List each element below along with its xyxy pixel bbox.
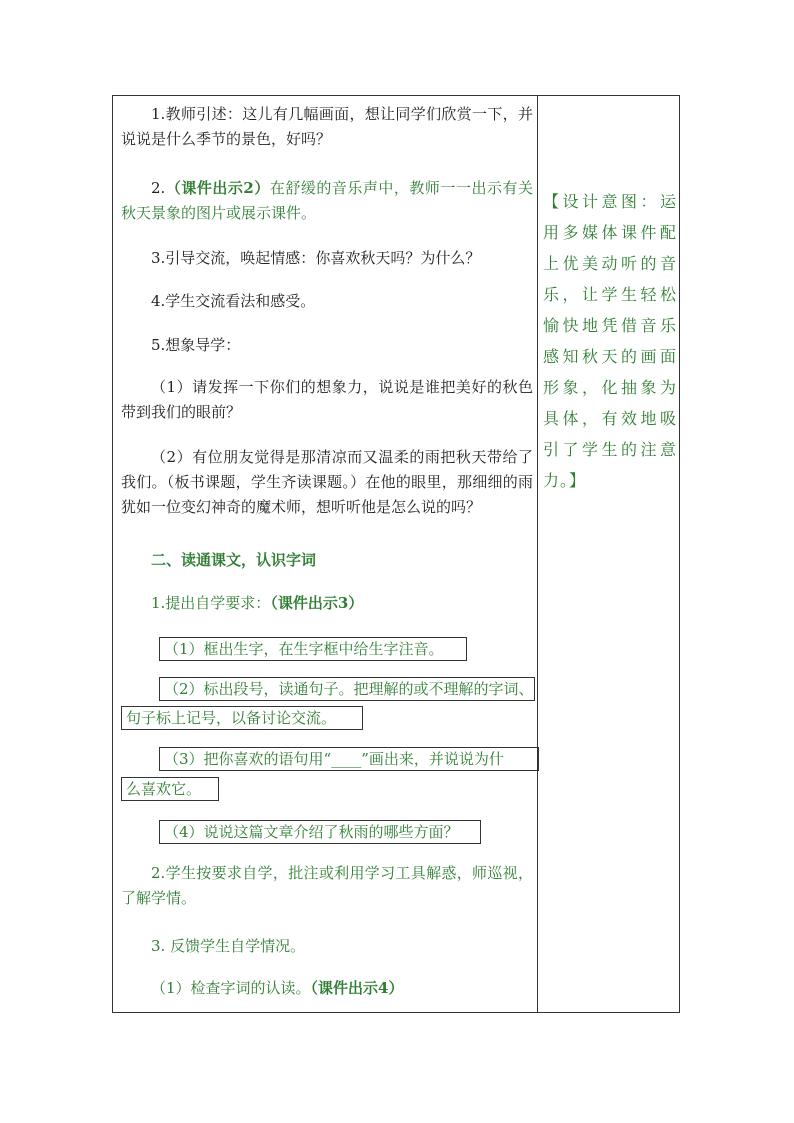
step-5: 5.想象导学： xyxy=(151,336,241,354)
requirement-2-line-2: 句子标上记号，以备讨论交流。 xyxy=(121,706,363,730)
step-5-2: （2）有位朋友觉得是那清凉而又温柔的雨把秋天带给了我们。（板书课题，学生齐读课题。）在他的眼里，那细细的雨犹如一位变幻神奇的魔术师，想听听他是怎么说的吗？ xyxy=(121,448,533,516)
courseware-tag-3: （课件出示3） xyxy=(270,594,364,612)
requirement-2-line-1: （2）标出段号，读通句子。把理解的或不理解的字词、 xyxy=(159,677,535,701)
courseware-tag-4: （课件出示4） xyxy=(310,979,404,997)
requirement-1-box: （1）框出生字，在生字框中给生字注音。 xyxy=(159,637,467,661)
requirement-3-line-2: 么喜欢它。 xyxy=(121,777,219,801)
step-2-text: 在舒缓的音乐声中，教师一一出示有关秋天景象的图片或展示课件。 xyxy=(121,179,533,222)
column-divider xyxy=(537,96,538,1012)
section-2-p2: 2.学生按要求自学，批注或利用学习工具解惑，师巡视，了解学情。 xyxy=(121,864,533,907)
p1-text: 1.提出自学要求： xyxy=(151,594,271,612)
courseware-tag-2: （课件出示2） xyxy=(165,179,270,197)
requirement-4-box: （4）说说这篇文章介绍了秋雨的哪些方面？ xyxy=(159,820,481,844)
section-2-p3-1 xyxy=(121,976,533,1001)
section-2-p3: 3. 反馈学生自学情况。 xyxy=(151,937,306,955)
step-1: 1.教师引述：这儿有几幅画面，想让同学们欣赏一下，并说说是什么季节的景色，好吗？ xyxy=(121,105,533,148)
p3-1-text: （1）检查字词的认读。 xyxy=(151,979,311,997)
step-4: 4.学生交流看法和感受。 xyxy=(151,292,316,310)
step-5-1: （1）请发挥一下你们的想象力，说说是谁把美好的秋色带到我们的眼前？ xyxy=(121,378,533,421)
design-intent-note: 【设计意图：运用多媒体课件配上优美动听的音乐，让学生轻松愉快地凭借音乐感知秋天的画面形象，化抽象为具体，有效地吸引了学生的注意力。】 xyxy=(543,192,677,490)
step-2-number: 2. xyxy=(151,179,166,197)
side-column xyxy=(543,186,677,496)
requirement-3-line-1: （3）把你喜欢的语句用“____”画出来，并说说为什 xyxy=(159,747,539,771)
section-2-heading: 二、读通课文，认识字词 xyxy=(151,551,317,569)
section-2-p1 xyxy=(121,591,533,616)
lesson-table xyxy=(112,95,680,1013)
step-2 xyxy=(121,176,533,226)
step-3: 3.引导交流，唤起情感：你喜欢秋天吗？为什么？ xyxy=(151,249,481,267)
